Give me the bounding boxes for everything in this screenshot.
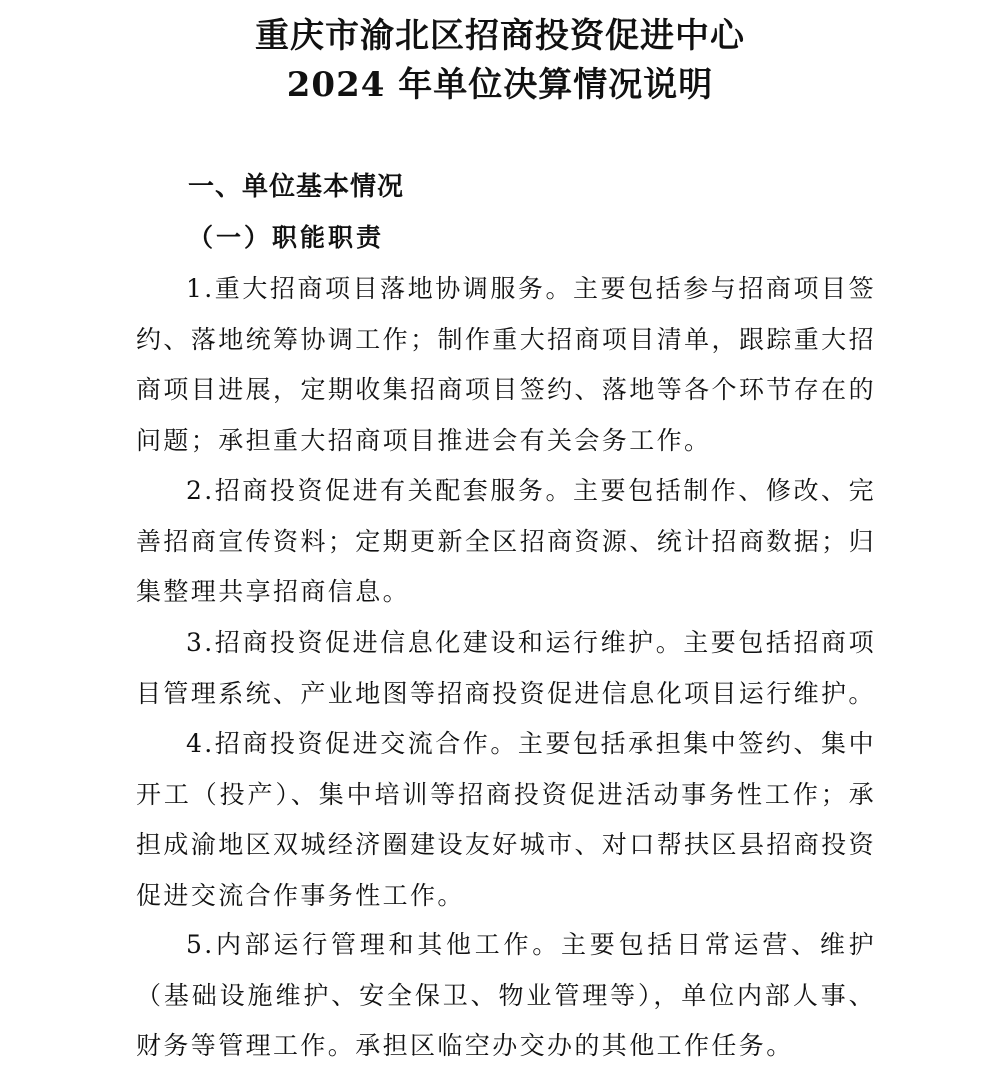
- paragraph-4: 4.招商投资促进交流合作。主要包括承担集中签约、集中开工（投产）、集中培训等招商投资促进活动事务性工作；承担成渝地区双城经济圈建设友好城市、对口帮扶区县招商投资促进交流合作事务性工作。: [136, 729, 876, 910]
- paragraph-5: 5.内部运行管理和其他工作。主要包括日常运营、维护（基础设施维护、安全保卫、物业管理等），单位内部人事、财务等管理工作。承担区临空办交办的其他工作任务。: [136, 930, 876, 1061]
- section-heading: 一、单位基本情况: [188, 172, 405, 202]
- paragraph-2: 2.招商投资促进有关配套服务。主要包括制作、修改、完善招商宣传资料；定期更新全区招商资源、统计招商数据；归集整理共享招商信息。: [136, 476, 876, 607]
- document-title-line-1: 重庆市渝北区招商投资促进中心: [255, 16, 745, 56]
- paragraph-3: 3.招商投资促进信息化建设和运行维护。主要包括招商项目管理系统、产业地图等招商投资促进信息化项目运行维护。: [136, 628, 876, 708]
- sub-heading: （一）职能职责: [188, 223, 385, 252]
- document-title-line-2: 2024 年单位决算情况说明: [286, 65, 714, 105]
- paragraph-1: 1.重大招商项目落地协调服务。主要包括参与招商项目签约、落地统筹协调工作；制作重大招商项目清单，跟踪重大招商项目进展，定期收集招商项目签约、落地等各个环节存在的问题；承担重大招商项目推进会有关会务工作。: [136, 274, 876, 455]
